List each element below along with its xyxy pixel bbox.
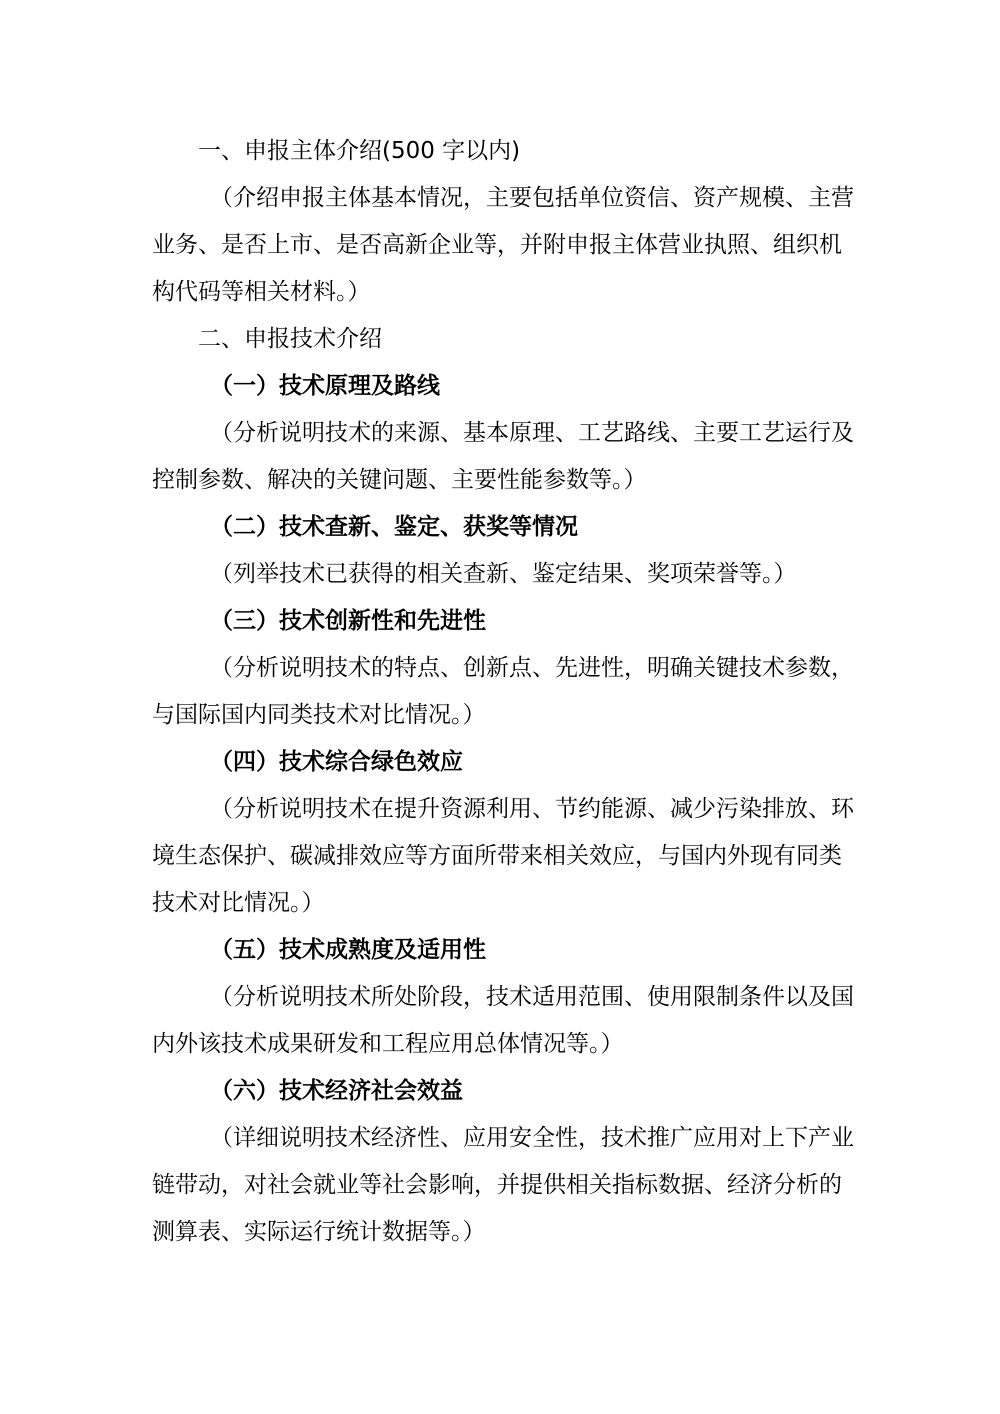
subsection-desc-line: 境生态保护、碳减排效应等方面所带来相关效应，与国内外现有同类 (152, 843, 842, 869)
subsection-desc-line: （列举技术已获得的相关查新、鉴定结果、奖项荣誉等。） (210, 561, 797, 587)
subsection-title-1: （一）技术原理及路线 (210, 373, 440, 399)
subsection-desc-2 (152, 551, 852, 598)
section2-heading: 二、申报技术介绍 (198, 326, 382, 352)
subsection-title-2: （二）技术查新、鉴定、获奖等情况 (210, 514, 578, 540)
subsection-desc-6 (152, 1115, 852, 1256)
subsection-desc-line: 控制参数、解决的关键问题、主要性能参数等。） (152, 467, 647, 493)
subsection-title-6: （六）技术经济社会效益 (210, 1078, 463, 1104)
section1-description (152, 175, 852, 316)
subsection-desc-line: 内外该技术成果研发和工程应用总体情况等。） (152, 1031, 624, 1057)
subsection-desc-5 (152, 974, 852, 1068)
subsection-desc-3 (152, 645, 852, 739)
subsection-title-5: （五）技术成熟度及适用性 (210, 937, 486, 963)
subsection-desc-line: （分析说明技术的特点、创新点、先进性，明确关键技术参数， (210, 655, 854, 681)
subsection-title-3: （三）技术创新性和先进性 (210, 608, 486, 634)
section1-desc-line: （介绍申报主体基本情况，主要包括单位资信、资产规模、主营 (210, 185, 854, 211)
section1-heading: 一、申报主体介绍(500 字以内) (198, 138, 521, 164)
document-body (152, 128, 852, 1256)
subsection-desc-line: 技术对比情况。） (152, 890, 325, 916)
subsection-title-4: （四）技术综合绿色效应 (210, 749, 463, 775)
subsection-desc-line: （详细说明技术经济性、应用安全性，技术推广应用对上下产业 (210, 1125, 854, 1151)
subsection-desc-line: 与国际国内同类技术对比情况。） (152, 702, 486, 728)
section1-desc-line: 业务、是否上市、是否高新企业等，并附申报主体营业执照、组织机 (152, 232, 842, 258)
subsection-desc-line: 测算表、实际运行统计数据等。） (152, 1219, 486, 1245)
subsection-desc-line: （分析说明技术的来源、基本原理、工艺路线、主要工艺运行及 (210, 420, 854, 446)
subsection-desc-1 (152, 410, 852, 504)
subsection-desc-4 (152, 786, 852, 927)
subsection-desc-line: （分析说明技术在提升资源利用、节约能源、减少污染排放、环 (210, 796, 854, 822)
section1-desc-line: 构代码等相关材料。） (152, 279, 371, 305)
subsection-desc-line: 链带动，对社会就业等社会影响，并提供相关指标数据、经济分析的 (152, 1172, 842, 1198)
subsection-desc-line: （分析说明技术所处阶段，技术适用范围、使用限制条件以及国 (210, 984, 854, 1010)
